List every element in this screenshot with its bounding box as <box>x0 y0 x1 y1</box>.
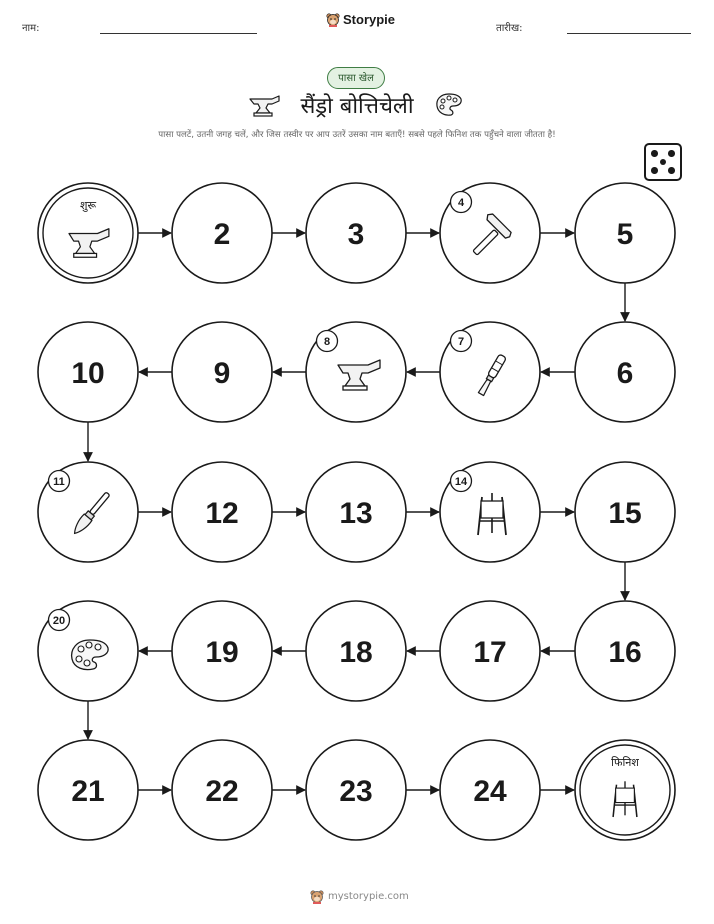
footer-url: mystorypie.com <box>328 891 409 902</box>
date-label: तारीख: <box>496 23 523 34</box>
cell-number: 6 <box>616 357 634 390</box>
board-cell-14 <box>440 462 540 562</box>
board-cell-23 <box>306 740 406 840</box>
board-cells <box>38 183 675 840</box>
cell-number: 8 <box>323 336 331 348</box>
cell-number: 3 <box>347 218 365 251</box>
cell-number: 11 <box>53 476 65 488</box>
board-cell-10 <box>38 322 138 422</box>
board-cell-7 <box>440 322 540 422</box>
cell-number: 2 <box>213 218 231 251</box>
board-cell-8 <box>306 322 406 422</box>
brand-name: Storypie <box>343 12 396 27</box>
board-cell-16 <box>575 601 675 701</box>
footer <box>310 889 409 904</box>
cell-number: 20 <box>52 615 66 627</box>
cell-number: 19 <box>205 636 239 669</box>
board-cell-17 <box>440 601 540 701</box>
cell-number: 22 <box>205 775 239 808</box>
page-title: सैंड्रो बोत्तिचेली <box>300 94 414 119</box>
board-cell-24 <box>440 740 540 840</box>
board-cell-19 <box>172 601 272 701</box>
board-cell-6 <box>575 322 675 422</box>
cell-number: 5 <box>616 218 634 251</box>
board-cell-15 <box>575 462 675 562</box>
game-type-badge: पासा खेल <box>327 67 385 89</box>
cell-number: 14 <box>454 476 468 488</box>
board-cell-22 <box>172 740 272 840</box>
board-cell-18 <box>306 601 406 701</box>
board-cell-5 <box>575 183 675 283</box>
cell-number: 16 <box>608 636 642 669</box>
cell-number: 15 <box>608 497 642 530</box>
board-cell-21 <box>38 740 138 840</box>
finish-label: फिनिश <box>611 756 639 769</box>
cell-number: 13 <box>339 497 373 530</box>
cell-number: 17 <box>473 636 507 669</box>
cell-number: 12 <box>205 497 239 530</box>
storypie-mascot-icon <box>310 889 324 904</box>
start-label: शुरू <box>79 199 97 212</box>
cell-number: 10 <box>71 357 105 390</box>
board-cell-2 <box>172 183 272 283</box>
board-cell-13 <box>306 462 406 562</box>
cell-number: 23 <box>339 775 373 808</box>
name-label: नाम: <box>22 23 40 34</box>
board-cell-12 <box>172 462 272 562</box>
instructions: पासा पलटें, उतनी जगह चलें, और जिस तस्वीर पर आप उतरें उसका नाम बताएँ! सबसे पहले फिनिश तक पहुँचने वाला जीतता है! <box>158 130 556 140</box>
cell-number: 24 <box>473 775 507 808</box>
cell-number: 9 <box>213 357 231 390</box>
cell-number: 7 <box>457 336 465 348</box>
cell-number: 21 <box>71 775 105 808</box>
board-cell-4 <box>440 183 540 283</box>
board-cell-9 <box>172 322 272 422</box>
board-cell-1 <box>38 183 138 283</box>
board-cell-20 <box>38 601 138 701</box>
board-cell-3 <box>306 183 406 283</box>
cell-number: 4 <box>457 197 465 209</box>
board-cell-11 <box>38 462 138 562</box>
board-cell-25 <box>575 740 675 840</box>
cell-number: 18 <box>339 636 373 669</box>
